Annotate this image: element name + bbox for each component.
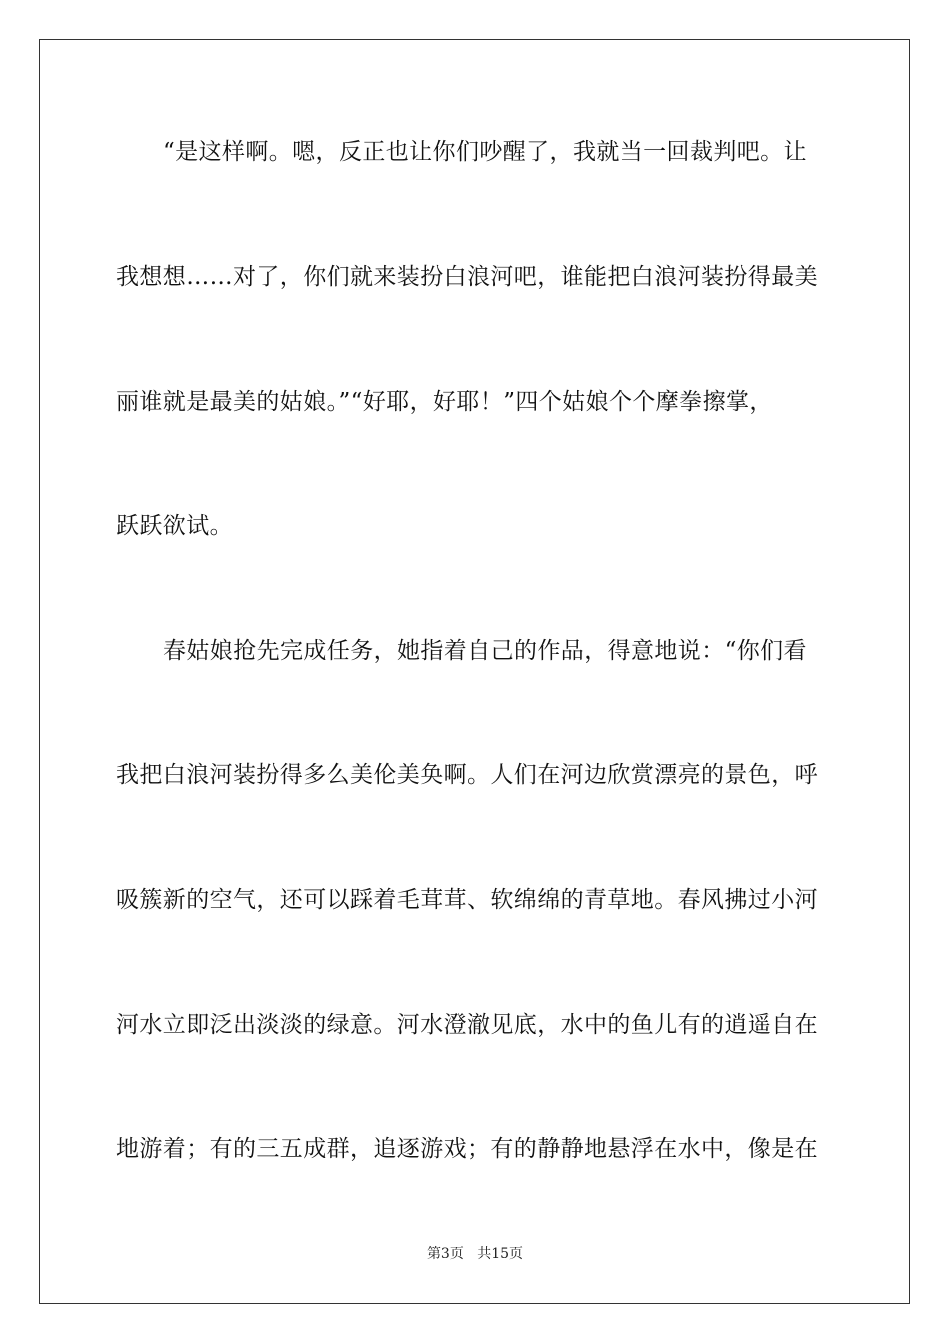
page-footer	[0, 1245, 950, 1263]
paragraph-2-line-1: 春姑娘抢先完成任务，她指着自己的作品，得意地说：“你们看	[163, 638, 807, 664]
paragraph-2-line-4: 河水立即泛出淡淡的绿意。河水澄澈见底，水中的鱼儿有的逍遥自在	[116, 1012, 818, 1038]
paragraph-2-line-5: 地游着；有的三五成群，追逐游戏；有的静静地悬浮在水中，像是在	[116, 1136, 818, 1162]
paragraph-1-line-3: 丽谁就是最美的姑娘。”“好耶，好耶！”四个姑娘个个摩拳擦掌，	[116, 389, 773, 415]
paragraph-1-line-1: “是这样啊。嗯，反正也让你们吵醒了，我就当一回裁判吧。让	[163, 139, 807, 165]
page-number: 第3页	[426, 1246, 464, 1262]
paragraph-1-line-4: 跃跃欲试。	[116, 513, 233, 539]
paragraph-1-line-2: 我想想……对了，你们就来装扮白浪河吧，谁能把白浪河装扮得最美	[116, 264, 818, 290]
paragraph-2-line-2: 我把白浪河装扮得多么美伦美奂啊。人们在河边欣赏漂亮的景色，呼	[116, 762, 818, 788]
paragraph-2-line-3: 吸簇新的空气，还可以踩着毛茸茸、软绵绵的青草地。春风拂过小河	[116, 887, 818, 913]
total-pages: 共15页	[477, 1246, 524, 1262]
page-border	[39, 39, 910, 1304]
